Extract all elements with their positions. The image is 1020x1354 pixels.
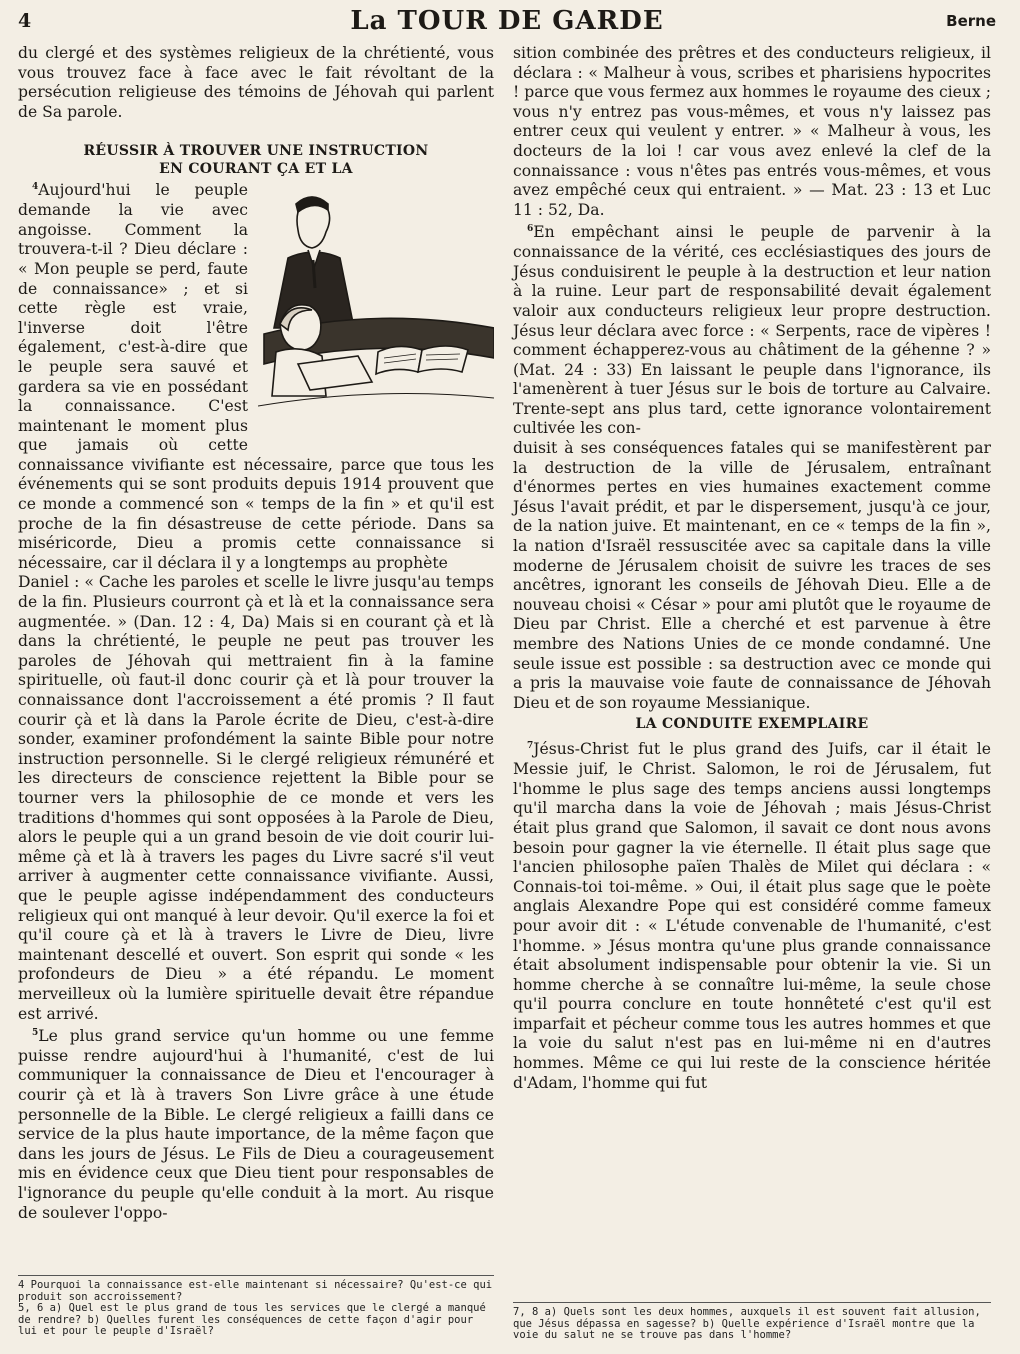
magazine-title: La TOUR DE GARDE [350,6,664,36]
paragraph-5-number: 5 [32,1028,39,1039]
paragraph-5-continued: sition combinée des prêtres et des conducteurs religieux, il déclara : « Malheur à vous, scribes et pharisiens hypocrites ! parce que vous fermez aux hommes le royaume des cieux ; vous n'y entrez pas vous-mêmes, et vous n'y laissez pas entrer ceux qui veulent y entrer. » « Malheur à vous, les docteurs de la loi ! car vous avez enlevé la clef de la connaissance : vous n'êtes pas entrés vous-mêmes, et vous avez empêché ceux qui entraient. » — Mat. 23 : 13 et Luc 11 : 52, Da. [513,44,991,219]
footnotes-right [513,1302,991,1342]
footnote-5-6: 5, 6 a) Quel est le plus grand de tous les services que le clergé a manqué de rendre? b) Quelles furent les conséquences de cette façon d'agir pour lui et pour le peuple d'Israël? [18,1302,486,1337]
paragraph-intro: du clergé et des systèmes religieux de la chrétienté, vous vous trouvez face à face avec le fait révoltant de la persécution religieuse des témoins de Jéhovah qui parlent de Sa parole. [18,44,494,121]
paragraph-6-number: 6 [527,224,534,235]
paragraph-6-text-a: En empêchant ainsi le peuple de parvenir à la connaissance de la vérité, ces ecclésiastiques des jours de Jésus conduisirent le peuple à la destruction et leur nation à la ruine. Leur part de responsabilité devait également valoir aux conducteurs religieux leur propre destruction. Jésus leur déclara avec force : « Serpents, race de vipères ! comment échapperez-vous au châtiment de la géhenne ? » (Mat. 24 : 33) En laissant le peuple dans l'ignorance, ils l'amenèrent à tuer Jésus sur le bois de torture au Calvaire. Trente-sept ans plus tard, cette ignorance volontairement cultivée les con- [513,223,991,438]
right-column [513,44,991,1093]
edition-label: Berne [946,12,996,30]
paragraph-4-text-a: Aujourd'hui le peuple demande la vie avec angoisse. Comment la trouvera-t-il ? Dieu déclare : « Mon peuple se perd, faute de connaissance» ; et si cette règle est vraie, l'inverse doit l'être également, c'est-à-dire que le peuple sera sauvé et gardera sa vie en possédant la connaissance. C'est maintenant le moment plus que jamais où cette connaissance vivifiante est nécessaire, parce que tous les événements qui se sont produits depuis 1914 prouvent que ce monde a commencé son « temps de la fin » et qu'il est proche de la fin désastreuse de cette période. Dans sa miséricorde, Dieu a promis cette connaissance si nécessaire, car il déclara il y a longtemps au prophète [18,181,494,572]
paragraph-7-text: Jésus-Christ fut le plus grand des Juifs, car il était le Messie juif, le Christ. Salomon, le roi de Jérusalem, fut l'homme le plus sage des temps anciens aussi longtemps qu'il marcha dans la voie de Jéhovah ; mais Jésus-Christ était plus grand que Salomon, il savait ce dont nous avons besoin pour gagner la vie éternelle. Il était plus sage que l'ancien philosophe païen Thalès de Milet qui déclara : « Connais-toi toi-même. » Oui, il était plus sage que le poète anglais Alexandre Pope qui est considéré comme fameux pour avoir dit : « L'étude convenable de l'humanité, c'est l'homme. » Jésus montra qu'une plus grande connaissance était absolument indispensable pour obtenir la vie. Si un homme cherche à se connaître lui-même, la seule chose qu'il pourra conclure en toute honnêteté c'est qu'il est imparfait et pécheur comme tous les autres hommes et que la voie du salut n'est pas en lui-même ni en d'autres hommes. Même ce qui lui reste de la conscience héritée d'Adam, l'homme qui fut [513,740,991,1092]
page-number: 4 [18,10,32,32]
illustration-family-reading-bible [258,184,494,454]
paragraph-6-part-a [513,220,991,439]
paragraph-5-text: Le plus grand service qu'un homme ou une femme puisse rendre aujourd'hui à l'humanité, c'est de lui communiquer la connaissance de Dieu et l'encourager à courir çà et là à travers Son Livre grâce à une étude personnelle de la Bible. Le clergé religieux a failli dans ce service de la plus haute importance, de la même façon que dans les jours de Jésus. Le Fils de Dieu a courageusement mis en évidence ceux que Dieu tient pour responsables de l'ignorance du peuple qu'elle conduit à la mort. Au risque de soulever l'oppo- [18,1027,494,1222]
paragraph-7 [513,737,991,1093]
paragraph-7-number: 7 [527,741,534,752]
paragraph-6-part-b: duisit à ses conséquences fatales qui se manifestèrent par la destruction de la ville de Jérusalem, entraînant d'énormes pertes en vies humaines exactement comme Jésus l'avait prédit, et par le dispersement, jusqu'à ce jour, de la nation juive. Et maintenant, en ce « temps de la fin », la nation d'Israël ressuscitée avec sa capitale dans la ville moderne de Jérusalem choisit de suivre les traces de ses ancêtres, ignorant les conseils de Jéhovah Dieu. Elle a de nouveau choisi « César » pour ami plutôt que le royaume de Dieu par Christ. Elle a cherché et est parvenue à être membre des Nations Unies de ce monde condamné. Une seule issue est possible : sa destruction avec ce monde qui a pris la mauvaise voie faute de connaissance de Jéhovah Dieu et de son royaume Messianique. [513,439,991,712]
footnote-7-8: 7, 8 a) Quels sont les deux hommes, auxquels il est souvent fait allusion, que Jésus dépassa en sagesse? b) Quelle expérience d'Israël montre que la voie du salut ne se trouve pas dans l'homme? [513,1306,981,1341]
section-heading-2: LA CONDUITE EXEMPLAIRE [635,716,869,733]
paragraph-5 [18,1024,494,1223]
section-heading-1-line1: RÉUSSIR À TROUVER UNE INSTRUCTION [83,143,429,160]
page-header [18,6,996,36]
paragraph-4-number: 4 [32,182,39,193]
footnotes-left [18,1275,494,1338]
paragraph-4-part-b: Daniel : « Cache les paroles et scelle le livre jusqu'au temps de la fin. Plusieurs courront çà et là et la connaissance sera augmentée. » (Dan. 12 : 4, Da) Mais si en courant çà et là dans la chrétienté, le peuple ne peut pas trouver les paroles de Jéhovah qui mettraient fin à la famine spirituelle, où faut-il donc courir çà et là pour trouver la connaissance dont l'accroissement a été promis ? Il faut courir çà et là dans la Parole écrite de Dieu, c'est-à-dire sonder, examiner profondément la sainte Bible pour notre instruction personnelle. Si le clergé religieux rémunéré et les directeurs de conscience rejettent la Bible pour se tourner vers la philosophie de ce monde et vers les traditions d'hommes qui sont opposées à la Parole de Dieu, alors le peuple qui a un grand besoin de vie doit courir lui-même çà et là à travers les pages du Livre sacré s'il veut arriver à augmenter cette connaissance vivifiante. Aussi, que le peuple agisse indépendamment des conducteurs religieux qui ont manqué à leur devoir. Qu'il exerce la foi et qu'il coure çà et là à travers le Livre de Dieu, livre maintenant descellé et ouvert. Son esprit qui sonde « les profondeurs de Dieu » a été répandu. Le moment merveilleux où la lumière spirituelle devait être répandue est arrivé. [18,573,494,1023]
left-column [18,44,494,1223]
footnote-rule [18,1275,494,1276]
section-heading-1-line2: EN COURANT ÇA ET LA [159,161,353,178]
footnote-rule [513,1302,991,1303]
footnote-4: 4 Pourquoi la connaissance est-elle maintenant si nécessaire? Qu'est-ce qui produit son accroissement? [18,1279,493,1303]
section-heading-1 [18,142,494,178]
